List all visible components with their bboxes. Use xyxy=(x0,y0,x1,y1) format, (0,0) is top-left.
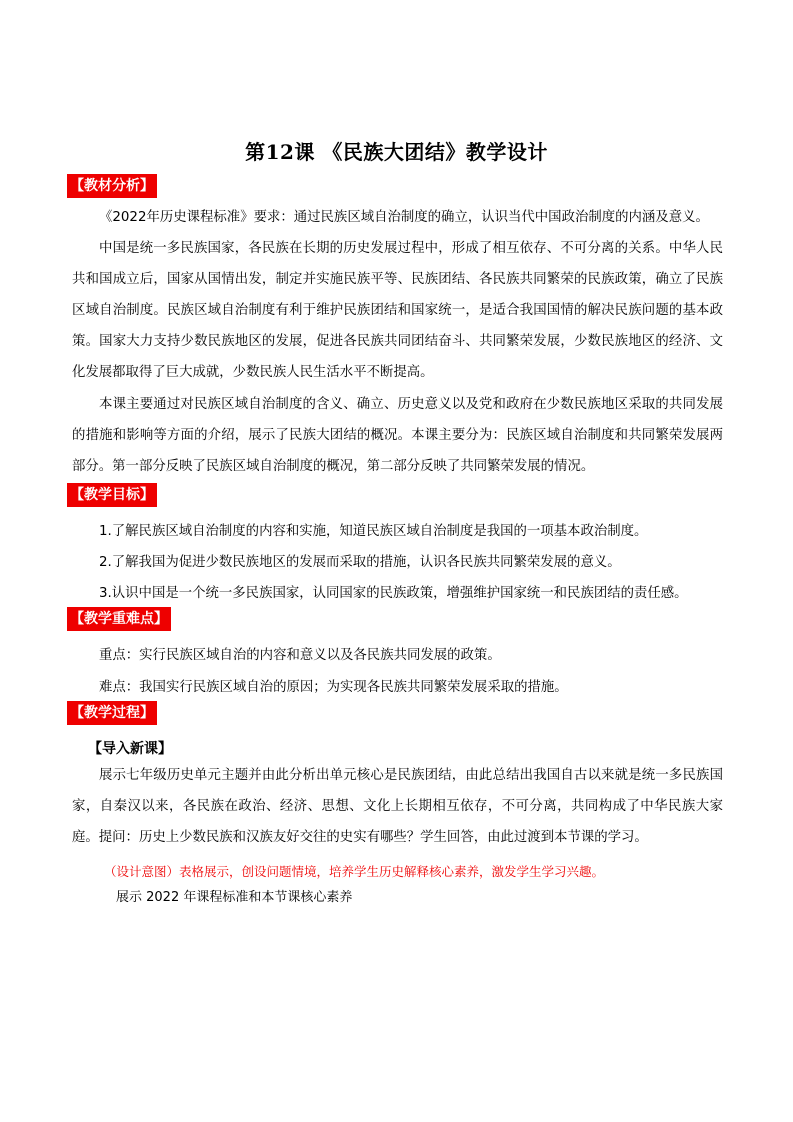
design-intent-note: （设计意图）表格展示，创设问题情境，培养学生历史解释核心素养，激发学生学习兴趣。 xyxy=(104,864,605,879)
section-heading-keypoints: 【教学重难点】 xyxy=(67,607,171,631)
section-heading-process: 【教学过程】 xyxy=(67,701,157,725)
show-standards-text: 展示 2022 年课程标准和本节课核心素养 xyxy=(116,890,353,905)
section-heading-analysis: 【教材分析】 xyxy=(67,174,157,198)
difficulty-text: 难点：我国实行民族区域自治的原因；为实现各民族共同繁荣发展采取的措施。 xyxy=(99,680,568,695)
goal-item-2: 2.了解我国为促进少数民族地区的发展而采取的措施，认识各民族共同繁荣发展的意义。 xyxy=(99,555,621,570)
goal-item-3: 3.认识中国是一个统一多民族国家，认同国家的民族政策，增强维护国家统一和民族团结的责任感。 xyxy=(99,586,688,601)
goal-item-1: 1.了解民族区域自治制度的内容和实施，知道民族区域自治制度是我国的一项基本政治制度。 xyxy=(99,524,648,539)
analysis-paragraph-2: 中国是统一多民族国家，各民族在长期的历史发展过程中，形成了相互依存、不可分离的关系。中华人民共和国成立后，国家从国情出发，制定并实施民族平等、民族团结、各民族共同繁荣的民族政策，确立了民族区域自治制度。民族区域自治制度有利于维护民族团结和国家统一，是适合我国国情的解决民族问题的基本政策。国家大力支持少数民族地区的发展，促进各民族共同团结奋斗、共同繁荣发展，少数民族地区的经济、文化发展都取得了巨大成就，少数民族人民生活水平不断提高。 xyxy=(72,241,723,380)
analysis-paragraph-3: 本课主要通过对民族区域自治制度的含义、确立、历史意义以及党和政府在少数民族地区采取的共同发展的措施和影响等方面的介绍，展示了民族大团结的概况。本课主要分为：民族区域自治制度和共同繁荣发展两部分。第一部分反映了民族区域自治制度的概况，第二部分反映了共同繁荣发展的情况。 xyxy=(72,397,723,474)
analysis-paragraph-1: 《2022年历史课程标准》要求：通过民族区域自治制度的确立，认识当代中国政治制度的内涵及意义。 xyxy=(99,210,709,225)
page-title: 第12课 《民族大团结》教学设计 xyxy=(245,140,548,164)
focus-text: 重点：实行民族区域自治的内容和意义以及各民族共同发展的政策。 xyxy=(99,648,501,663)
intro-paragraph: 展示七年级历史单元主题并由此分析出单元核心是民族团结，由此总结出我国自古以来就是统一多民族国家，自秦汉以来，各民族在政治、经济、思想、文化上长期相互依存，不可分离，共同构成了中华民族大家庭。提问：历史上少数民族和汉族友好交往的史实有哪些？学生回答，由此过渡到本节课的学习。 xyxy=(72,768,723,845)
section-heading-goals: 【教学目标】 xyxy=(67,483,157,507)
intro-subheading: 【导入新课】 xyxy=(88,741,172,757)
